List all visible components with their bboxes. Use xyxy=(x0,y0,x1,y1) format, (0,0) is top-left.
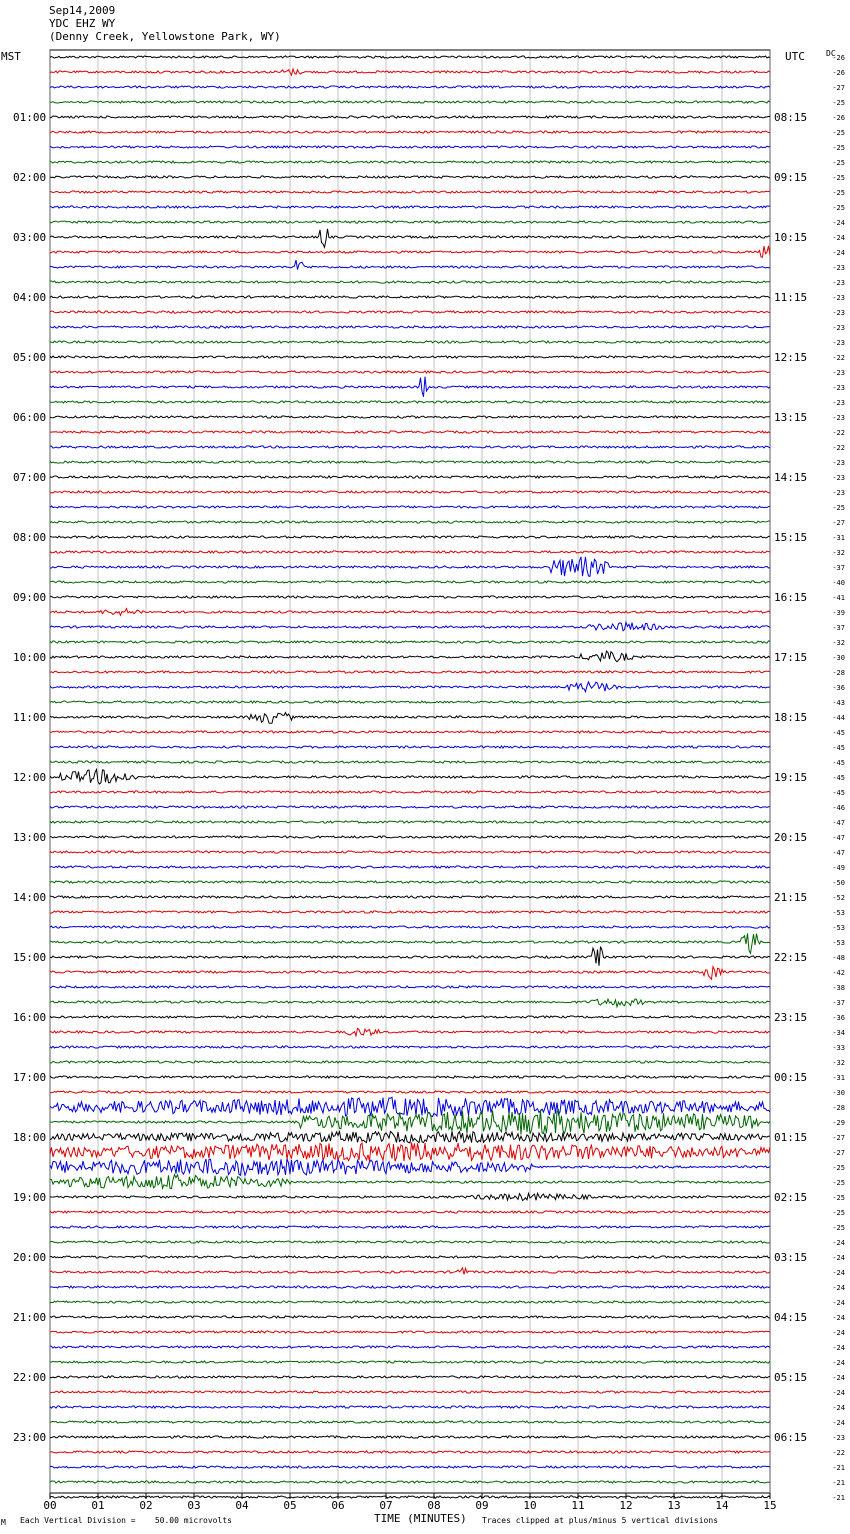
seismic-trace xyxy=(50,356,770,358)
dc-offset-label: -25 xyxy=(832,1179,845,1187)
dc-offset-label: -21 xyxy=(832,1479,845,1487)
x-axis-title: TIME (MINUTES) xyxy=(374,1512,467,1525)
x-tick-label: 12 xyxy=(619,1499,633,1512)
dc-offset-label: -23 xyxy=(832,414,845,422)
utc-hour-label: 12:15 xyxy=(774,351,808,364)
dc-offset-label: -27 xyxy=(832,1149,845,1157)
dc-offset-label: -24 xyxy=(832,1344,845,1352)
utc-hour-label: 21:15 xyxy=(774,891,808,904)
mst-hour-label: 22:00 xyxy=(13,1371,47,1384)
utc-hour-label: 22:15 xyxy=(774,951,808,964)
seismic-trace xyxy=(50,401,770,403)
mst-hour-label: 13:00 xyxy=(13,831,47,844)
division-note: Each Vertical Division = 50.00 microvolts xyxy=(20,1516,232,1525)
seismic-trace xyxy=(50,416,770,418)
seismic-trace xyxy=(50,1301,770,1303)
dc-offset-label: -23 xyxy=(832,459,845,467)
seismic-trace xyxy=(50,671,770,673)
seismic-trace xyxy=(50,761,770,763)
seismic-trace xyxy=(50,1028,770,1035)
seismic-trace xyxy=(50,551,770,553)
dc-offset-label: -45 xyxy=(832,759,845,767)
seismic-trace xyxy=(50,881,770,883)
dc-offset-label: -47 xyxy=(832,849,845,857)
dc-offset-label: -26 xyxy=(832,114,845,122)
seismic-trace xyxy=(50,1091,770,1093)
seismic-trace xyxy=(50,933,770,953)
seismic-trace xyxy=(50,1346,770,1348)
seismic-trace xyxy=(50,476,770,478)
seismic-trace xyxy=(50,1376,770,1378)
dc-offset-label: -23 xyxy=(832,264,845,272)
seismic-trace xyxy=(50,947,770,966)
dc-offset-label: -23 xyxy=(832,324,845,332)
seismic-trace xyxy=(50,746,770,748)
x-tick-label: 07 xyxy=(379,1499,393,1512)
seismic-trace xyxy=(50,1406,770,1408)
seismic-trace xyxy=(50,1331,770,1333)
utc-hour-label: 08:15 xyxy=(774,111,808,124)
x-tick-label: 01 xyxy=(91,1499,105,1512)
x-tick-label: 15 xyxy=(763,1499,777,1512)
dc-offset-label: -24 xyxy=(832,219,845,227)
seismic-trace xyxy=(50,821,770,823)
seismic-trace xyxy=(50,311,770,313)
seismic-trace xyxy=(50,146,770,148)
utc-hour-label: 06:15 xyxy=(774,1431,808,1444)
seismic-trace xyxy=(50,131,770,133)
mst-hour-label: 14:00 xyxy=(13,891,47,904)
dc-offset-label: -22 xyxy=(832,1449,845,1457)
dc-offset-label: -39 xyxy=(832,609,845,617)
seismic-trace xyxy=(50,281,770,283)
dc-offset-label: -37 xyxy=(832,999,845,1007)
seismic-trace xyxy=(50,116,770,118)
seismic-trace xyxy=(50,791,770,793)
dc-offset-label: -25 xyxy=(832,204,845,212)
dc-offset-label: -24 xyxy=(832,1404,845,1412)
dc-offset-label: -25 xyxy=(832,159,845,167)
seismic-trace xyxy=(50,1286,770,1288)
dc-offset-label: -53 xyxy=(832,909,845,917)
mst-hour-label: 17:00 xyxy=(13,1071,47,1084)
dc-offset-label: -23 xyxy=(832,489,845,497)
utc-hour-label: 20:15 xyxy=(774,831,808,844)
dc-offset-label: -23 xyxy=(832,309,845,317)
seismic-trace xyxy=(50,161,770,163)
utc-hour-label: 18:15 xyxy=(774,711,808,724)
dc-offset-label: -32 xyxy=(832,639,845,647)
dc-offset-label: -29 xyxy=(832,1119,845,1127)
seismic-trace xyxy=(50,536,770,538)
x-tick-label: 14 xyxy=(715,1499,729,1512)
seismic-trace xyxy=(50,836,770,838)
dc-offset-label: -33 xyxy=(832,1044,845,1052)
x-tick-label: 02 xyxy=(139,1499,153,1512)
dc-offset-label: -24 xyxy=(832,1314,845,1322)
mst-hour-label: 18:00 xyxy=(13,1131,47,1144)
clip-note: Traces clipped at plus/minus 5 vertical divisions xyxy=(482,1516,719,1525)
seismic-trace xyxy=(50,581,770,583)
seismic-trace xyxy=(50,622,770,630)
seismic-trace xyxy=(50,682,770,692)
utc-hour-label: 14:15 xyxy=(774,471,808,484)
utc-hour-label: 19:15 xyxy=(774,771,808,784)
dc-offset-label: -45 xyxy=(832,744,845,752)
dc-offset-label: -23 xyxy=(832,279,845,287)
dc-offset-label: -31 xyxy=(832,1074,845,1082)
mst-hour-label: 06:00 xyxy=(13,411,47,424)
dc-offset-label: -24 xyxy=(832,1419,845,1427)
seismic-trace xyxy=(50,1175,770,1189)
dc-offset-label: -23 xyxy=(832,339,845,347)
dc-offset-label: -37 xyxy=(832,624,845,632)
seismic-trace xyxy=(50,229,770,247)
dc-offset-label: -30 xyxy=(832,654,845,662)
dc-offset-label: -24 xyxy=(832,1359,845,1367)
seismic-trace xyxy=(50,69,770,75)
utc-hour-label: 15:15 xyxy=(774,531,808,544)
dc-offset-label: -22 xyxy=(832,354,845,362)
dc-offset-label: -31 xyxy=(832,534,845,542)
x-tick-label: 05 xyxy=(283,1499,297,1512)
utc-hour-label: 09:15 xyxy=(774,171,808,184)
seismic-trace xyxy=(50,326,770,328)
dc-offset-label: -27 xyxy=(832,1134,845,1142)
dc-offset-label: -24 xyxy=(832,1269,845,1277)
chart-station: YDC EHZ WY xyxy=(49,17,116,30)
seismic-trace xyxy=(50,769,770,784)
corner-mark: M xyxy=(1,1518,6,1527)
seismic-trace xyxy=(50,713,770,724)
dc-offset-label: -49 xyxy=(832,864,845,872)
seismic-trace xyxy=(50,926,770,928)
dc-offset-label: -25 xyxy=(832,189,845,197)
dc-offset-label: -30 xyxy=(832,1089,845,1097)
seismic-trace xyxy=(50,1226,770,1228)
utc-hour-label: 01:15 xyxy=(774,1131,808,1144)
utc-hour-label: 23:15 xyxy=(774,1011,808,1024)
seismic-trace xyxy=(50,521,770,523)
dc-offset-label: -21 xyxy=(832,1494,845,1502)
seismic-trace xyxy=(50,461,770,463)
seismic-trace xyxy=(50,296,770,298)
mst-hour-label: 12:00 xyxy=(13,771,47,784)
mst-hour-label: 23:00 xyxy=(13,1431,47,1444)
mst-hour-label: 02:00 xyxy=(13,171,47,184)
dc-offset-label: -26 xyxy=(832,54,845,62)
dc-offset-label: -45 xyxy=(832,729,845,737)
seismic-trace xyxy=(50,86,770,88)
seismic-trace xyxy=(50,557,770,577)
dc-offset-label: -47 xyxy=(832,819,845,827)
seismic-trace xyxy=(50,1316,770,1318)
seismic-trace xyxy=(50,1241,770,1243)
x-tick-label: 09 xyxy=(475,1499,489,1512)
dc-offset-label: -32 xyxy=(832,549,845,557)
dc-offset-label: -22 xyxy=(832,444,845,452)
utc-hour-label: 00:15 xyxy=(774,1071,808,1084)
dc-offset-label: -22 xyxy=(832,429,845,437)
seismic-trace xyxy=(50,999,770,1007)
dc-offset-label: -28 xyxy=(832,669,845,677)
dc-offset-label: -52 xyxy=(832,894,845,902)
seismic-trace xyxy=(50,609,770,616)
dc-offset-label: -40 xyxy=(832,579,845,587)
dc-offset-label: -34 xyxy=(832,1029,845,1037)
x-tick-label: 13 xyxy=(667,1499,681,1512)
seismic-trace xyxy=(50,1211,770,1213)
seismic-trace xyxy=(50,101,770,103)
dc-offset-label: -43 xyxy=(832,699,845,707)
dc-label: DC xyxy=(826,49,836,58)
seismic-trace xyxy=(50,206,770,208)
dc-offset-label: -25 xyxy=(832,99,845,107)
utc-hour-label: 03:15 xyxy=(774,1251,808,1264)
x-tick-label: 04 xyxy=(235,1499,249,1512)
dc-offset-label: -21 xyxy=(832,1464,845,1472)
dc-offset-label: -25 xyxy=(832,504,845,512)
utc-hour-label: 05:15 xyxy=(774,1371,808,1384)
seismic-trace xyxy=(50,1361,770,1363)
mst-hour-label: 15:00 xyxy=(13,951,47,964)
seismic-trace xyxy=(50,56,770,58)
utc-hour-label: 10:15 xyxy=(774,231,808,244)
seismic-trace xyxy=(50,371,770,373)
dc-offset-label: -23 xyxy=(832,474,845,482)
seismic-trace xyxy=(50,191,770,193)
seismic-trace xyxy=(50,1436,770,1438)
dc-offset-label: -32 xyxy=(832,1059,845,1067)
seismic-trace xyxy=(50,1076,770,1078)
seismic-trace xyxy=(50,896,770,898)
dc-offset-label: -24 xyxy=(832,1299,845,1307)
seismic-trace xyxy=(50,596,770,598)
dc-offset-label: -41 xyxy=(832,594,845,602)
dc-offset-label: -25 xyxy=(832,129,845,137)
dc-offset-label: -23 xyxy=(832,1434,845,1442)
seismic-trace xyxy=(50,1016,770,1018)
mst-hour-label: 09:00 xyxy=(13,591,47,604)
seismic-trace xyxy=(50,341,770,343)
seismic-trace xyxy=(50,866,770,868)
mst-hour-label: 11:00 xyxy=(13,711,47,724)
utc-hour-label: 16:15 xyxy=(774,591,808,604)
seismic-trace xyxy=(50,377,770,397)
seismic-trace xyxy=(50,431,770,433)
seismic-trace xyxy=(50,1193,770,1200)
dc-offset-label: -24 xyxy=(832,1284,845,1292)
dc-offset-label: -44 xyxy=(832,714,845,722)
dc-offset-label: -27 xyxy=(832,84,845,92)
x-tick-label: 00 xyxy=(43,1499,57,1512)
seismic-trace xyxy=(50,1496,770,1498)
seismic-trace xyxy=(50,176,770,178)
dc-offset-label: -37 xyxy=(832,564,845,572)
seismic-trace xyxy=(50,1421,770,1423)
seismic-trace xyxy=(50,1256,770,1258)
seismic-trace xyxy=(50,1097,770,1116)
x-tick-label: 08 xyxy=(427,1499,441,1512)
dc-offset-label: -23 xyxy=(832,294,845,302)
seismic-trace xyxy=(50,1159,770,1175)
seismic-trace xyxy=(50,1466,770,1468)
x-tick-label: 03 xyxy=(187,1499,201,1512)
dc-offset-label: -42 xyxy=(832,969,845,977)
seismic-trace xyxy=(50,1391,770,1393)
dc-offset-label: -24 xyxy=(832,1374,845,1382)
dc-offset-label: -25 xyxy=(832,1224,845,1232)
dc-offset-label: -38 xyxy=(832,984,845,992)
mst-hour-label: 05:00 xyxy=(13,351,47,364)
dc-offset-label: -36 xyxy=(832,1014,845,1022)
dc-offset-label: -24 xyxy=(832,1254,845,1262)
dc-offset-label: -25 xyxy=(832,1194,845,1202)
seismic-trace xyxy=(50,446,770,448)
seismic-trace xyxy=(50,1046,770,1048)
seismic-trace xyxy=(50,1268,770,1275)
utc-hour-label: 13:15 xyxy=(774,411,808,424)
dc-offset-label: -27 xyxy=(832,519,845,527)
dc-offset-label: -26 xyxy=(832,69,845,77)
seismic-trace xyxy=(50,1061,770,1063)
seismic-trace xyxy=(50,1481,770,1483)
seismic-trace xyxy=(50,1131,770,1143)
dc-offset-label: -24 xyxy=(832,249,845,257)
seismic-trace xyxy=(50,641,770,643)
seismic-trace xyxy=(50,967,770,980)
x-tick-label: 11 xyxy=(571,1499,585,1512)
seismic-trace xyxy=(50,701,770,703)
dc-offset-label: -24 xyxy=(832,1239,845,1247)
dc-offset-label: -25 xyxy=(832,144,845,152)
mst-label: MST xyxy=(1,50,21,63)
utc-hour-label: 04:15 xyxy=(774,1311,808,1324)
seismic-trace xyxy=(50,986,770,988)
seismic-trace xyxy=(50,260,770,269)
dc-offset-label: -45 xyxy=(832,789,845,797)
seismic-trace xyxy=(50,806,770,808)
dc-offset-label: -50 xyxy=(832,879,845,887)
mst-hour-label: 16:00 xyxy=(13,1011,47,1024)
seismic-trace xyxy=(50,506,770,508)
dc-offset-label: -24 xyxy=(832,1389,845,1397)
seismic-trace xyxy=(50,1143,770,1162)
utc-hour-label: 02:15 xyxy=(774,1191,808,1204)
dc-offset-label: -24 xyxy=(832,1329,845,1337)
dc-offset-label: -48 xyxy=(832,954,845,962)
utc-hour-label: 17:15 xyxy=(774,651,808,664)
chart-date: Sep14,2009 xyxy=(49,4,116,17)
dc-offset-label: -47 xyxy=(832,834,845,842)
mst-hour-label: 04:00 xyxy=(13,291,47,304)
mst-hour-label: 10:00 xyxy=(13,651,47,664)
dc-offset-label: -24 xyxy=(832,234,845,242)
mst-hour-label: 07:00 xyxy=(13,471,47,484)
x-tick-label: 10 xyxy=(523,1499,537,1512)
seismic-trace xyxy=(50,851,770,853)
dc-offset-label: -25 xyxy=(832,1209,845,1217)
dc-offset-label: -28 xyxy=(832,1104,845,1112)
seismic-trace xyxy=(50,221,770,223)
x-tick-label: 06 xyxy=(331,1499,345,1512)
dc-offset-label: -46 xyxy=(832,804,845,812)
mst-hour-label: 20:00 xyxy=(13,1251,47,1264)
mst-hour-label: 08:00 xyxy=(13,531,47,544)
chart-location: (Denny Creek, Yellowstone Park, WY) xyxy=(49,30,281,43)
dc-offset-label: -45 xyxy=(832,774,845,782)
seismic-trace xyxy=(50,1451,770,1453)
seismic-trace xyxy=(50,246,770,257)
dc-offset-label: -23 xyxy=(832,384,845,392)
seismic-trace xyxy=(50,731,770,733)
mst-hour-label: 01:00 xyxy=(13,111,47,124)
mst-hour-label: 19:00 xyxy=(13,1191,47,1204)
dc-offset-label: -36 xyxy=(832,684,845,692)
dc-offset-label: -23 xyxy=(832,399,845,407)
dc-offset-label: -25 xyxy=(832,1164,845,1172)
utc-label: UTC xyxy=(785,50,805,63)
utc-hour-label: 11:15 xyxy=(774,291,808,304)
mst-hour-label: 21:00 xyxy=(13,1311,47,1324)
dc-offset-label: -53 xyxy=(832,924,845,932)
mst-hour-label: 03:00 xyxy=(13,231,47,244)
dc-offset-label: -23 xyxy=(832,369,845,377)
seismic-trace xyxy=(50,491,770,493)
dc-offset-label: -53 xyxy=(832,939,845,947)
seismic-trace xyxy=(50,911,770,913)
dc-offset-label: -25 xyxy=(832,174,845,182)
seismic-trace xyxy=(50,651,770,662)
